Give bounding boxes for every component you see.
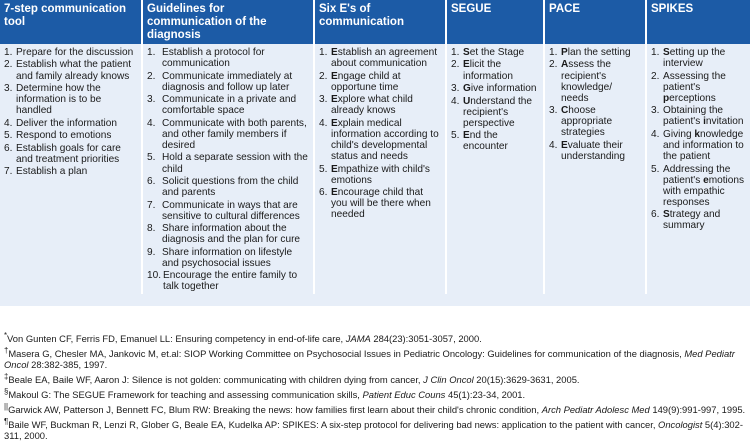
step-text: Communicate with both parents, and other family members if desired [162,117,307,151]
reference-item [4,346,746,371]
step-key-letter: C [561,105,569,117]
step-text: Determine how the information is to be handled [16,83,102,117]
header-spikes: SPIKES [646,0,750,44]
step-rest: nowledge and information to the patient [663,128,744,163]
step-number: 5. [319,163,328,175]
step-text: Establish goals for care and treatment priorities [16,142,121,165]
list-item [319,47,442,69]
step-number: 3. [451,83,460,95]
step-number: 9. [147,246,156,258]
step-text [331,71,442,93]
header-segue: SEGUE [446,0,544,44]
reference-text: Von Gunten CF, Ferris FD, Emanuel LL: Ensuring competency in end-of-life care, [7,333,346,345]
step-number: 4. [147,117,156,129]
reference-text: Baile WF, Buckman R, Lenzi R, Glober G, Beale EA, Kudelka AP: SPIKES: A six-step protocol for delivering bad news: application to the patient with cancer, [8,419,659,431]
step-rest: Giving [663,128,695,140]
reference-marker: * [4,331,8,340]
reference-item [4,402,746,416]
header-7-step-tool: 7-step communication tool [0,0,142,44]
step-number: 4. [549,139,558,151]
step-text: Communicate immediately at diagnosis and follow up later [162,70,293,93]
reference-journal: Med Pediatr Oncol [4,348,735,371]
step-rest: nd the encounter [463,130,508,153]
step-key-letter: U [463,95,471,107]
step-number: 2. [147,70,156,82]
step-key-letter: A [561,59,569,71]
step-key-letter: E [331,47,338,58]
step-text: Deliver the information [16,117,117,129]
reference-marker: ¶ [4,417,9,427]
list-item [147,223,310,245]
list-item [651,129,747,162]
step-text [663,71,747,104]
list-item [4,143,138,165]
list-item [4,130,138,141]
step-text [561,105,642,138]
step-text [331,164,442,186]
reference-marker: § [4,387,9,397]
step-rest: licit the information [463,59,513,82]
step-number: 2. [451,59,460,71]
step-key-letter: E [331,70,338,82]
step-text: Solicit questions from the child and parents [162,175,299,199]
step-number: 1. [4,47,13,58]
step-text: Establish a plan [16,166,88,178]
list-item [4,83,138,116]
list-item [4,118,138,129]
reference-journal: Arch Pediatr Adolesc Med [541,404,650,416]
step-text [331,187,442,220]
reference-marker: † [4,346,9,356]
step-number: 7. [4,166,13,178]
step-text [663,209,747,231]
list-item [651,164,747,208]
list-item [147,71,310,93]
step-text [463,83,540,94]
content-row [0,44,750,294]
step-key-letter: i [703,116,706,128]
list-item [451,83,540,94]
list-item [549,105,642,138]
step-number: 3. [4,83,13,95]
step-number: 3. [319,94,328,106]
step-rest: hoose appropriate strategies [561,105,613,139]
step-key-letter: E [331,163,338,175]
reference-marker: ‡ [4,372,9,382]
step-text: Establish a protocol for communication [162,47,265,70]
step-number: 3. [147,94,156,106]
list-item [451,47,540,58]
list-item [549,59,642,103]
reference-text: Garwick AW, Patterson J, Bennett FC, Blum RW: Breaking the news: how families first learn about their child's chronic condition, [8,404,542,416]
column-six-es [314,44,446,294]
step-number: 4. [451,95,460,107]
step-number: 10. [147,270,162,282]
step-key-letter: E [463,59,470,71]
step-rest: ncourage child that you will be there when needed [331,187,431,221]
step-key-letter: E [331,187,338,199]
step-key-letter: S [463,47,470,58]
step-rest: nderstand the recipient's perspective [463,95,533,129]
step-text: Share information about the diagnosis and the plan for cure [162,223,301,246]
step-number: 6. [4,142,13,154]
reference-journal: Oncologist [658,419,703,431]
step-key-letter: e [703,174,709,186]
header-row [0,0,750,44]
step-number: 2. [651,70,660,82]
step-number: 8. [147,223,156,235]
reference-item [4,387,746,401]
step-key-letter: k [694,128,701,140]
step-text [331,47,442,69]
list-item [549,140,642,162]
reference-journal: J Clin Oncol [423,374,474,386]
step-key-letter: E [331,94,338,106]
reference-citation: 45(1):23-34, 2001. [445,389,526,401]
step-number: 5. [147,152,156,164]
step-number: 2. [319,70,328,82]
step-rest: mpathize with child's emotions [331,163,430,186]
step-text [663,47,747,69]
list-item [147,176,310,198]
list-item [651,209,747,231]
step-rest: trategy and summary [663,209,721,232]
step-number: 4. [4,117,13,129]
list-item [4,166,138,177]
list-item [147,270,310,292]
list-item [319,118,442,162]
step-key-letter: E [561,139,568,151]
step-text: Encourage the entire family to talk together [163,270,298,293]
step-text [663,105,747,127]
step-text [463,130,540,152]
step-number: 1. [147,47,156,58]
step-number: 6. [651,209,660,221]
step-text [561,140,642,162]
step-rest: nvitation [705,116,744,128]
step-number: 1. [451,47,460,58]
list-item [147,247,310,269]
step-rest: valuate their understanding [561,139,625,163]
step-text [331,94,442,116]
step-text: Communicate in a private and comfortable space [162,94,297,117]
step-number: 6. [147,175,156,187]
step-text [463,47,540,58]
step-text [663,129,747,162]
step-rest: xplore what child already knows [331,94,413,117]
reference-citation: 149(9):991-997, 1995. [649,404,746,416]
step-text [561,59,642,103]
step-text [663,164,747,208]
reference-text: Masera G, Chesler MA, Jankovic M, et.al: SIOP Working Committee on Psychosocial Issues in Pediatric Oncology: Guidelines for communication of the diagnosis, [8,348,685,360]
list-item [147,94,310,116]
list-item [451,59,540,81]
step-key-letter: S [663,209,670,221]
header-six-es: Six E's of communication [314,0,446,44]
step-number: 3. [549,105,558,117]
step-rest: ssess the recipient's knowledge/ needs [561,59,613,104]
step-key-letter: p [663,92,670,104]
column-segue [446,44,544,294]
step-text: Prepare for the discussion [16,47,134,58]
step-rest: ngage child at opportune time [331,70,401,93]
step-number: 1. [549,47,558,58]
reference-text: Beale EA, Baile WF, Aaron J: Silence is not golden: communicating with children dying from cancer, [8,374,424,386]
column-pace [544,44,646,294]
list-item [651,71,747,104]
step-text: Hold a separate session with the child [162,152,308,175]
list-item [651,105,747,127]
step-text [331,118,442,162]
step-number: 6. [319,187,328,199]
step-key-letter: S [663,47,670,58]
step-key-letter: P [561,47,568,58]
list-item [319,94,442,116]
step-rest: Obtaining the patient's [663,105,724,128]
step-number: 2. [4,59,13,71]
reference-item [4,372,746,386]
step-rest: et the Stage [469,47,525,58]
list-item [319,71,442,93]
step-number: 4. [319,117,328,129]
reference-citation: 28:382-385, 1997. [28,359,108,371]
column-spikes [646,44,750,294]
references [0,331,750,443]
list-item [4,47,138,58]
step-number: 1. [319,47,328,58]
list-item [4,59,138,81]
step-number: 3. [651,105,660,117]
list-item [147,118,310,151]
step-text: Share information on lifestyle and psychosocial issues [162,246,293,269]
list-item [147,47,310,69]
header-pace: PACE [544,0,646,44]
step-number: 5. [651,163,660,175]
step-text: Communicate in ways that are sensitive to cultural differences [162,199,300,222]
step-rest: ive information [470,83,537,95]
step-text: Establish what the patient and family already knows [16,59,132,82]
reference-citation: 284(23):3051-3057, 2000. [370,333,482,345]
reference-item [4,417,746,442]
reference-item [4,331,746,345]
step-rest: erceptions [669,92,716,104]
step-number: 5. [4,130,13,142]
step-rest: Addressing the patient's [663,163,731,186]
step-rest: lan the setting [567,47,631,58]
step-rest: xplain medical information according to child's developmental status and needs [331,117,439,163]
step-number: 4. [651,128,660,140]
list-item [451,130,540,152]
step-rest: Assessing the patient's [663,70,726,93]
reference-text: Makoul G: The SEGUE Framework for teaching and assessing communication skills, [8,389,363,401]
reference-citation: 20(15):3629-3631, 2005. [473,374,580,386]
reference-journal: Patient Educ Couns [362,389,446,401]
list-item [319,187,442,220]
step-number: 7. [147,199,156,211]
step-key-letter: E [463,130,470,142]
step-text [463,96,540,129]
reference-citation: 5(4):302-311, 2000. [4,419,743,442]
header-guidelines: Guidelines for communication of the diagnosis [142,0,314,44]
reference-marker: || [4,402,9,412]
reference-journal: JAMA [345,333,371,345]
step-text: Respond to emotions [16,130,112,142]
step-text [463,59,540,81]
list-item [147,152,310,174]
step-number: 1. [651,47,660,58]
column-7-step-tool [0,44,142,294]
list-item [319,164,442,186]
step-number: 2. [549,59,558,71]
step-text [561,47,642,58]
list-item [147,200,310,222]
step-number: 5. [451,130,460,142]
step-key-letter: E [331,117,338,129]
list-item [451,96,540,129]
step-rest: etting up the interview [663,47,726,70]
list-item [651,47,747,69]
step-rest: motions with empathic responses [663,174,745,208]
column-guidelines [142,44,314,294]
step-key-letter: G [463,83,471,95]
step-rest: stablish an agreement about communication [331,47,438,70]
list-item [549,47,642,58]
